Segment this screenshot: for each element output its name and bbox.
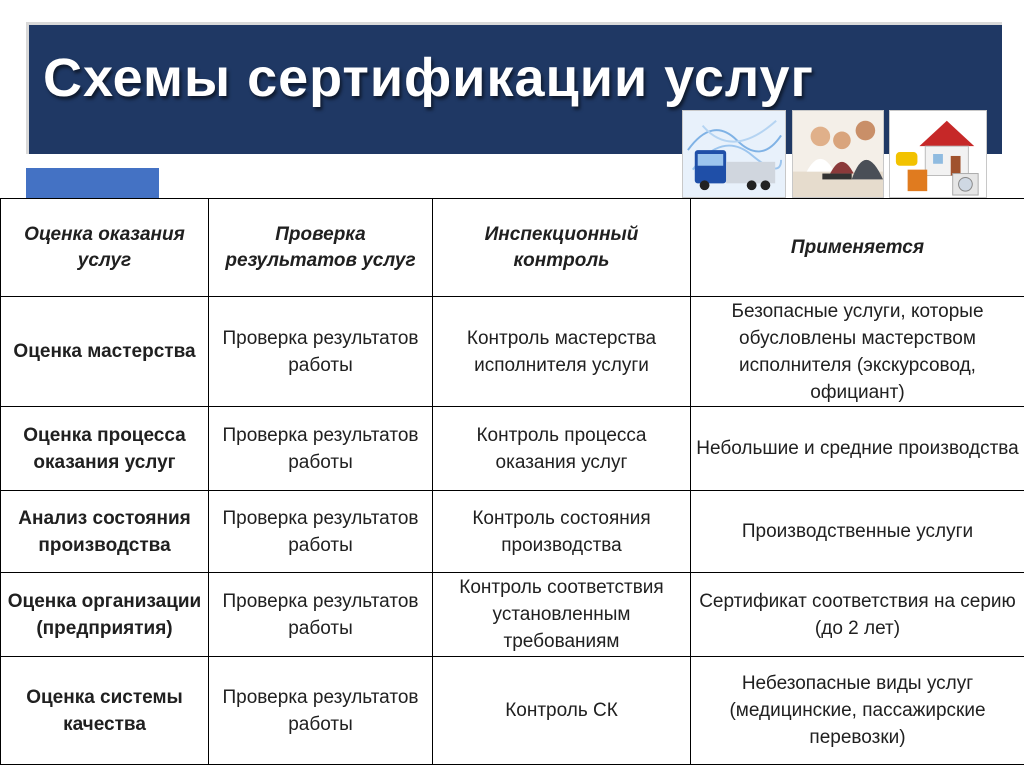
certification-schemes-table xyxy=(0,198,1024,765)
table-row xyxy=(1,657,1024,765)
row-header-cell: Анализ состояния производства xyxy=(1,491,209,573)
accent-block xyxy=(26,168,159,198)
table-cell: Сертификат соответствия на серию (до 2 лет) xyxy=(691,573,1024,657)
header-cell: Оценка оказания услуг xyxy=(1,199,209,297)
table-cell: Безопасные услуги, которые обусловлены мастерством исполнителя (экскурсовод, официант) xyxy=(691,297,1024,407)
page-title: Схемы сертификации услуг xyxy=(43,48,814,108)
table-cell: Контроль соответствия установленным требованиям xyxy=(433,573,691,657)
table-cell: Проверка результатов работы xyxy=(209,657,433,765)
table-row xyxy=(1,573,1024,657)
table-row xyxy=(1,491,1024,573)
row-header-cell: Оценка процесса оказания услуг xyxy=(1,407,209,491)
table-cell: Проверка результатов работы xyxy=(209,573,433,657)
house-appliances-icon xyxy=(889,110,987,198)
consultation-people-icon xyxy=(792,110,884,198)
table-row xyxy=(1,297,1024,407)
header-cell: Применяется xyxy=(691,199,1024,297)
header-cell: Инспекционный контроль xyxy=(433,199,691,297)
table-cell: Проверка результатов работы xyxy=(209,407,433,491)
header-cell: Проверка результатов услуг xyxy=(209,199,433,297)
table-cell: Небольшие и средние производства xyxy=(691,407,1024,491)
table-cell: Небезопасные виды услуг (медицинские, пассажирские перевозки) xyxy=(691,657,1024,765)
table-cell: Контроль процесса оказания услуг xyxy=(433,407,691,491)
row-header-cell: Оценка системы качества xyxy=(1,657,209,765)
row-header-cell: Оценка организации (предприятия) xyxy=(1,573,209,657)
table-cell: Производственные услуги xyxy=(691,491,1024,573)
table-row xyxy=(1,407,1024,491)
table-cell: Проверка результатов работы xyxy=(209,297,433,407)
table-cell: Контроль мастерства исполнителя услуги xyxy=(433,297,691,407)
table-cell: Контроль состояния производства xyxy=(433,491,691,573)
truck-network-icon xyxy=(682,110,786,198)
row-header-cell: Оценка мастерства xyxy=(1,297,209,407)
table-cell: Контроль СК xyxy=(433,657,691,765)
table-cell: Проверка результатов работы xyxy=(209,491,433,573)
table-header-row xyxy=(1,199,1024,297)
